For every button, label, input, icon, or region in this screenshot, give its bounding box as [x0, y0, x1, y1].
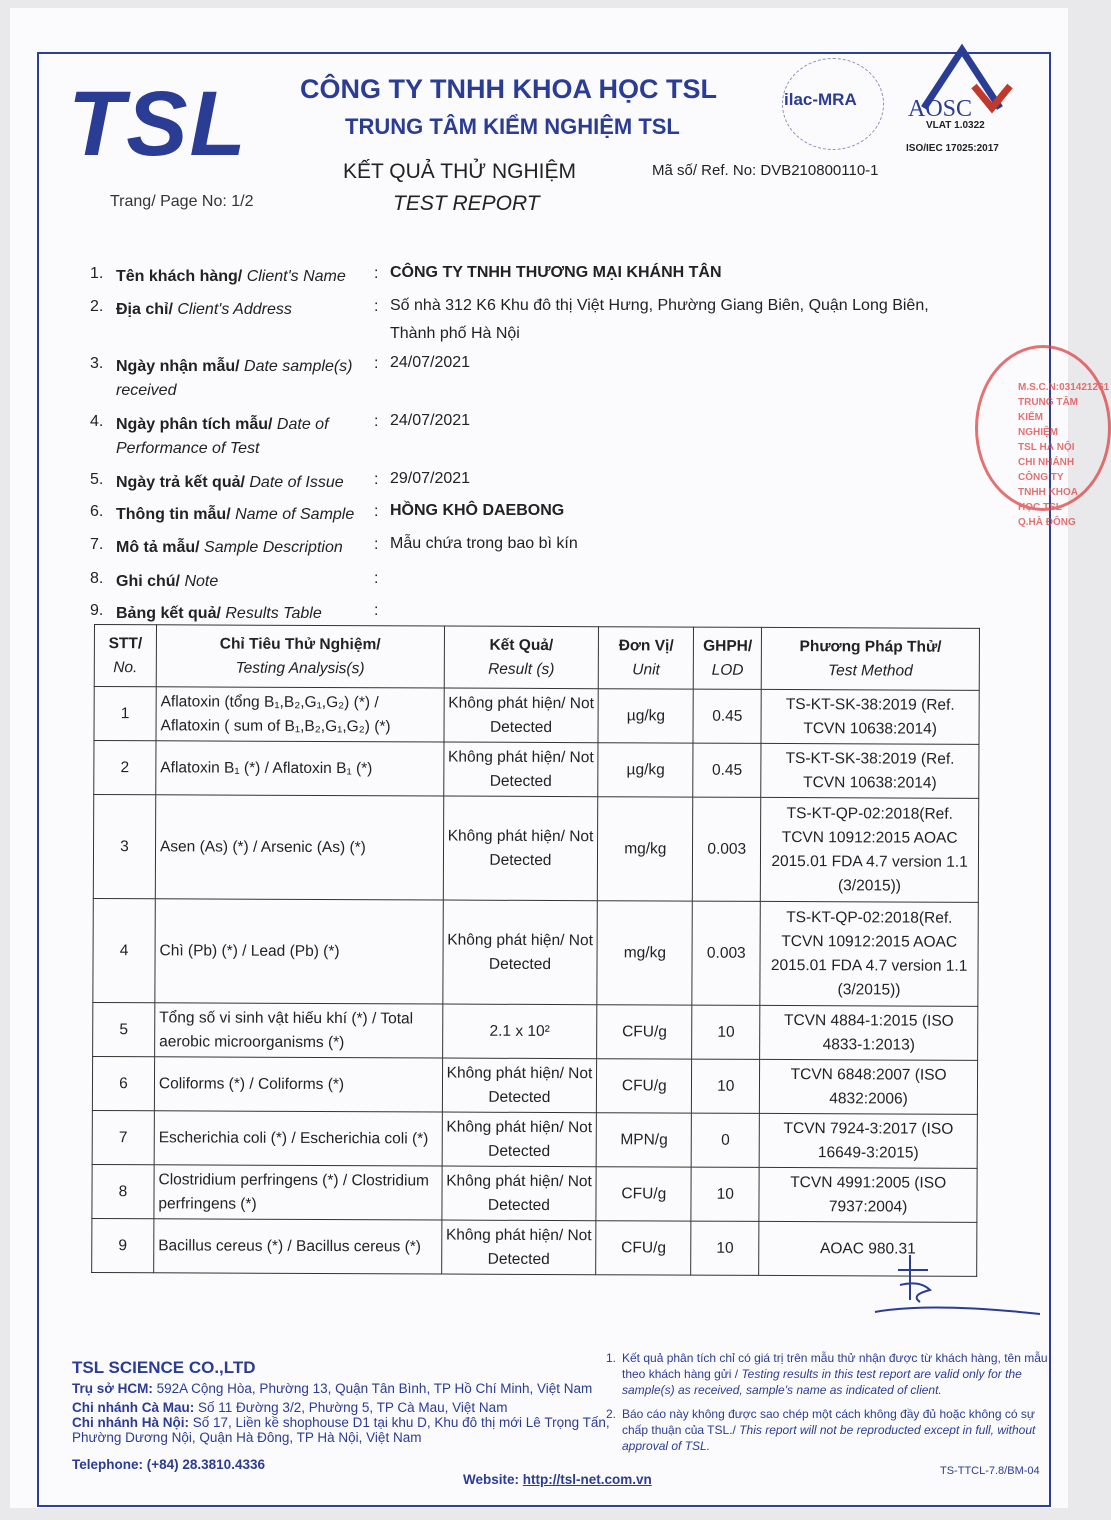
info-num: 9.	[90, 602, 104, 619]
table-row	[92, 1056, 977, 1114]
cell-lod: 0.45	[693, 689, 761, 743]
footer-contact	[72, 1360, 612, 1472]
aosc-badge: AOSC	[908, 96, 973, 122]
info-value: CÔNG TY TNHH THƯƠNG MẠI KHÁNH TÂN	[390, 264, 722, 281]
info-date-issue: 5. Ngày trả kết quả/ Date of Issue : 29/07/2021	[90, 471, 116, 489]
footer-note-2: 2. Báo cáo này không được sao chép một cách không đầy đủ hoặc không có sự chấp thuận của TSL./ This report will not be reproducted except in full, without approval of TSL.	[606, 1407, 1036, 1453]
info-label: Bảng kết quả/ Results Table	[116, 605, 322, 622]
header-cell-method: Phương Pháp Thử/ Test Method	[761, 627, 979, 690]
header-cell-lod: GHPH/ LOD	[693, 627, 761, 689]
cell-no: 2	[94, 741, 156, 795]
cell-lod: 0.003	[693, 797, 761, 901]
footer-note-1: 1. Kết quả phân tích chỉ có giá trị trên mẫu thử nhận được từ khách hàng, tên mẫu theo khách hàng gửi / Testing results in this test report are valid only for the sample(s) as received, sample's name as indicated of client.	[606, 1351, 1048, 1397]
info-label: Ngày nhận mẫu/ Date sample(s) received	[116, 358, 353, 399]
cell-analysis: Aflatoxin B₁ (*) / Aflatoxin B₁ (*)	[156, 741, 444, 796]
cell-method: TCVN 4884-1:2015 (ISO 4833-1:2013)	[760, 1005, 978, 1060]
cell-unit: mg/kg	[597, 901, 692, 1005]
ref-number	[652, 162, 879, 179]
cell-lod: 10	[692, 1005, 760, 1059]
cell-no: 5	[93, 1002, 155, 1056]
info-label: Ngày phân tích mẫu/ Date of Performance of Test	[116, 416, 329, 457]
info-note: 8. Ghi chú/ Note :	[90, 570, 116, 588]
info-value: Mẫu chứa trong bao bì kín	[390, 535, 578, 552]
table-row	[92, 1218, 977, 1276]
info-label: Mô tả mẫu/ Sample Description	[116, 539, 343, 556]
cell-unit: µg/kg	[598, 689, 693, 743]
cell-unit: CFU/g	[596, 1167, 691, 1221]
cell-unit: CFU/g	[596, 1221, 691, 1275]
header-cell-analysis: Chỉ Tiêu Thử Nghiệm/ Testing Analysis(s)	[156, 625, 444, 688]
info-label: Ngày trả kết quả/ Date of Issue	[116, 474, 344, 491]
cell-analysis: Asen (As) (*) / Arsenic (As) (*)	[155, 795, 443, 900]
footer-camau: Chi nhánh Cà Mau: Số 11 Đường 3/2, Phường 5, TP Cà Mau, Việt Nam	[72, 1400, 508, 1415]
info-num: 8.	[90, 570, 104, 587]
table-header-row	[94, 625, 979, 691]
vilat-code: VLAT 1.0322	[926, 120, 985, 131]
cell-lod: 0.003	[692, 901, 760, 1005]
footer-notes	[606, 1350, 1056, 1462]
website-link[interactable]: http://tsl-net.com.vn	[522, 1472, 652, 1487]
footer-telephone: Telephone: (+84) 28.3810.4336	[72, 1457, 265, 1472]
cell-unit: mg/kg	[598, 797, 693, 901]
cell-no: 4	[93, 898, 155, 1002]
stamp-text: M.S.C.N:031421261 TRUNG TÂM KIỂM NGHIỆM TSL HÀ NỘI CHI NHÁNH CÔNG TY TNHH KHOA HỌC TSL Q.HÀ ĐÔNG	[1018, 382, 1110, 528]
cell-method: TS-KT-SK-38:2019 (Ref. TCVN 10638:2014)	[761, 743, 979, 798]
cell-result: Không phát hiện/ Not Detected	[444, 688, 599, 743]
info-sample-name: 6. Thông tin mẫu/ Name of Sample : HỒNG KHÔ DAEBONG	[90, 503, 116, 521]
info-client-address: 2. Địa chỉ/ Client's Address : Số nhà 312 K6 Khu đô thị Việt Hưng, Phường Giang Biên, Quận Long Biên, Thành phố Hà Nội	[90, 298, 116, 316]
info-date-received: 3. Ngày nhận mẫu/ Date sample(s) received : 24/07/2021	[90, 355, 116, 373]
info-num: 6.	[90, 503, 104, 520]
cell-method: TCVN 6848:2007 (ISO 4832:2006)	[760, 1059, 978, 1114]
cell-analysis: Escherichia coli (*) / Escherichia coli (*)	[154, 1111, 442, 1166]
info-label: Ghi chú/ Note	[116, 573, 219, 590]
cell-result: Không phát hiện/ Not Detected	[442, 1112, 597, 1167]
report-title-vn: KẾT QUẢ THỬ NGHIỆM	[343, 160, 577, 183]
cell-no: 3	[93, 795, 155, 899]
table-row	[93, 898, 978, 1006]
cell-analysis: Coliforms (*) / Coliforms (*)	[154, 1057, 442, 1112]
header-cell-no: STT/ No.	[94, 625, 156, 687]
info-value: 24/07/2021	[390, 354, 471, 371]
info-num: 4.	[90, 413, 104, 430]
cell-no: 7	[92, 1110, 154, 1164]
report-title-en: TEST REPORT	[393, 192, 540, 215]
cell-result: Không phát hiện/ Not Detected	[442, 1058, 597, 1113]
cell-no: 6	[92, 1056, 154, 1110]
cell-result: Không phát hiện/ Not Detected	[442, 900, 597, 1005]
red-stamp	[975, 345, 1111, 528]
header-cell-result: Kết Quả/ Result (s)	[444, 626, 599, 689]
page-number: Trang/ Page No: 1/2	[110, 193, 254, 210]
cell-result: Không phát hiện/ Not Detected	[441, 1220, 596, 1275]
info-value: HỒNG KHÔ DAEBONG	[390, 502, 565, 519]
table-row	[94, 687, 979, 745]
cell-unit: µg/kg	[598, 743, 693, 797]
footer-hanoi: Chi nhánh Hà Nội: Số 17, Liền kề shophouse D1 tại khu D, Khu đô thị mới Lê Trọng Tấn, Phường Dương Nội, Quận Hà Đông, TP Hà Nội, Việt Nam	[72, 1415, 610, 1445]
table-row	[92, 1164, 977, 1222]
info-label: Thông tin mẫu/ Name of Sample	[116, 506, 355, 523]
info-value: 29/07/2021	[390, 470, 471, 487]
info-client-name: 1. Tên khách hàng/ Client's Name : CÔNG TY TNHH THƯƠNG MẠI KHÁNH TÂN	[90, 265, 116, 283]
cell-result: Không phát hiện/ Not Detected	[441, 1166, 596, 1221]
cell-result: 2.1 x 10²	[442, 1004, 597, 1059]
cell-analysis: Tổng số vi sinh vật hiếu khí (*) / Total aerobic microorganisms (*)	[155, 1003, 443, 1058]
cell-method: TS-KT-QP-02:2018(Ref. TCVN 10912:2015 AOAC 2015.01 FDA 4.7 version 1.1 (3/2015))	[760, 901, 978, 1006]
info-sample-description: 7. Mô tả mẫu/ Sample Description : Mẫu chứa trong bao bì kín	[90, 536, 116, 554]
info-label: Tên khách hàng/ Client's Name	[116, 268, 346, 285]
info-num: 7.	[90, 536, 104, 553]
cell-method: TCVN 7924-3:2017 (ISO 16649-3:2015)	[759, 1113, 977, 1168]
cell-unit: CFU/g	[597, 1059, 692, 1113]
info-date-performance: 4. Ngày phân tích mẫu/ Date of Performance of Test : 24/07/2021	[90, 413, 116, 431]
tsl-logo: TSL	[68, 73, 248, 175]
table-row	[93, 1002, 978, 1060]
iso-standard: ISO/IEC 17025:2017	[906, 143, 999, 154]
cell-no: 1	[94, 687, 156, 741]
cell-method: AOAC 980.31	[759, 1221, 977, 1276]
cell-result: Không phát hiện/ Not Detected	[443, 796, 598, 901]
table-row	[94, 741, 979, 799]
center-name: TRUNG TÂM KIỂM NGHIỆM TSL	[345, 114, 680, 139]
ref-value: DVB210800110-1	[760, 162, 879, 179]
company-name: CÔNG TY TNHH KHOA HỌC TSL	[300, 74, 717, 104]
cell-method: TCVN 4991:2005 (ISO 7937:2004)	[759, 1167, 977, 1222]
cell-analysis: Aflatoxin (tổng B₁,B₂,G₁,G₂) (*) / Aflatoxin ( sum of B₁,B₂,G₁,G₂) (*)	[156, 687, 444, 742]
table-row	[93, 795, 978, 903]
cell-method: TS-KT-SK-38:2019 (Ref. TCVN 10638:2014)	[761, 689, 979, 744]
cell-lod: 10	[692, 1059, 760, 1113]
info-value: Số nhà 312 K6 Khu đô thị Việt Hưng, Phường Giang Biên, Quận Long Biên, Thành phố Hà Nội	[390, 297, 929, 342]
info-num: 1.	[90, 265, 104, 282]
table-row	[92, 1110, 977, 1168]
info-value: 24/07/2021	[390, 412, 471, 429]
ilac-mra-badge: ilac-MRA	[784, 90, 857, 109]
footer-website: Website: http://tsl-net.com.vn	[463, 1472, 652, 1487]
header-cell-unit: Đơn Vị/ Unit	[599, 627, 694, 689]
cell-lod: 10	[691, 1167, 759, 1221]
info-results-table: 9. Bảng kết quả/ Results Table :	[90, 602, 116, 620]
cell-lod: 0.45	[693, 743, 761, 797]
info-label: Địa chỉ/ Client's Address	[116, 301, 292, 318]
cell-analysis: Clostridium perfringens (*) / Clostridium perfringens (*)	[154, 1165, 442, 1220]
info-num: 5.	[90, 471, 104, 488]
info-num: 3.	[90, 355, 104, 372]
form-code: TS-TTCL-7.8/BM-04	[940, 1465, 1040, 1477]
ref-label: Mã số/ Ref. No:	[652, 162, 761, 179]
cell-no: 9	[92, 1218, 154, 1272]
cell-unit: MPN/g	[596, 1113, 691, 1167]
cell-method: TS-KT-QP-02:2018(Ref. TCVN 10912:2015 AOAC 2015.01 FDA 4.7 version 1.1 (3/2015))	[761, 797, 979, 902]
cell-lod: 0	[691, 1113, 759, 1167]
info-num: 2.	[90, 298, 104, 315]
cell-result: Không phát hiện/ Not Detected	[443, 742, 598, 797]
signature-icon	[870, 1250, 1060, 1330]
footer-company: TSL SCIENCE CO.,LTD	[72, 1358, 256, 1377]
cell-analysis: Chì (Pb) (*) / Lead (Pb) (*)	[155, 899, 443, 1004]
cell-unit: CFU/g	[597, 1005, 692, 1059]
cell-no: 8	[92, 1164, 154, 1218]
cell-lod: 10	[691, 1221, 759, 1275]
footer-hq: Trụ sở HCM: 592A Cộng Hòa, Phường 13, Quận Tân Bình, TP Hồ Chí Minh, Việt Nam	[72, 1381, 593, 1396]
cell-analysis: Bacillus cereus (*) / Bacillus cereus (*)	[154, 1219, 442, 1274]
results-table	[91, 624, 980, 1277]
